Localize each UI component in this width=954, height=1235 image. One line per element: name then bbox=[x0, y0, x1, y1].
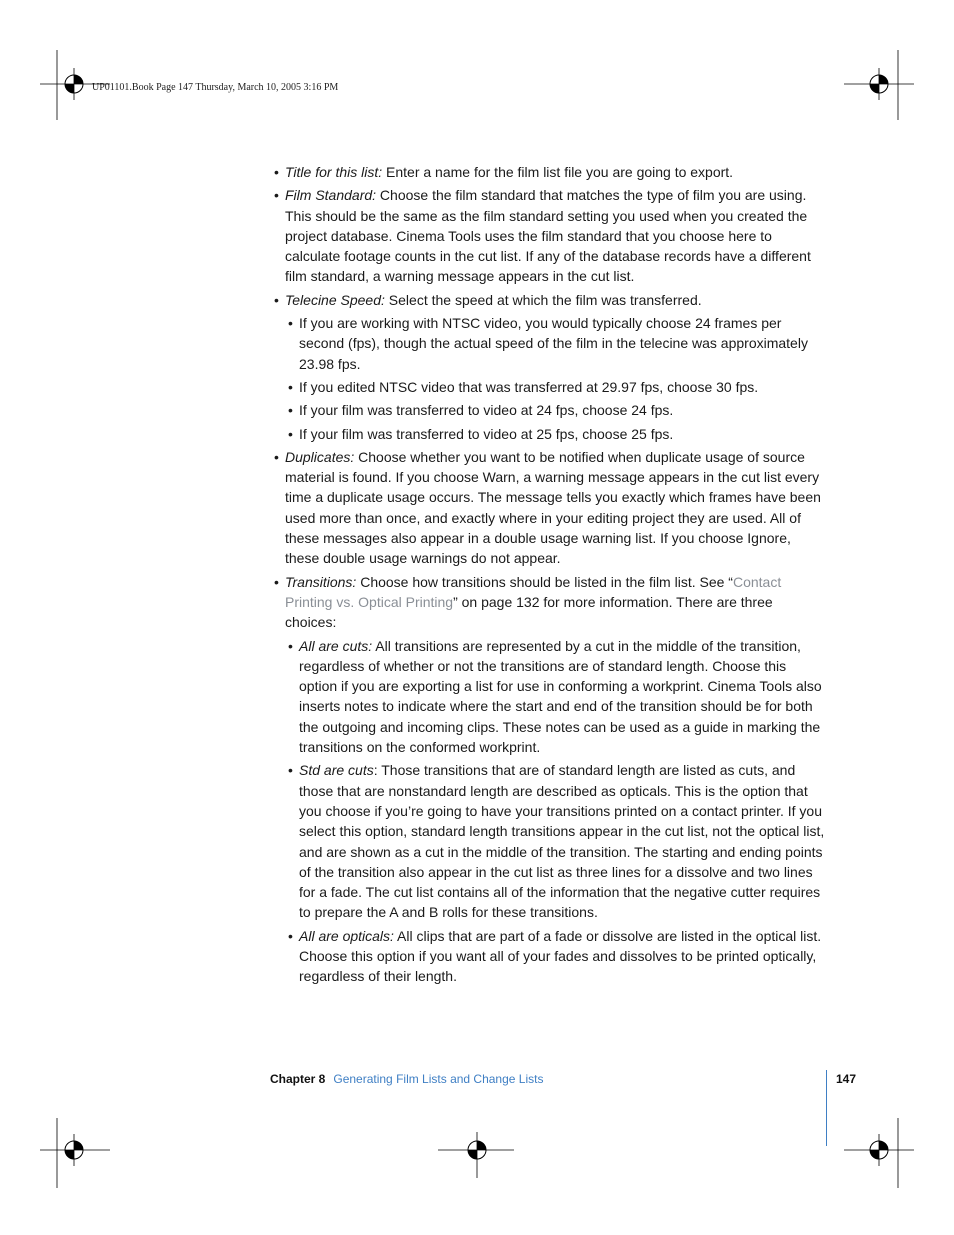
term-duplicates: Duplicates: bbox=[285, 448, 355, 465]
chapter-footer bbox=[270, 1072, 543, 1086]
description-transitions-end: ” on page 132 for more information. There are three choices: bbox=[285, 593, 773, 631]
description-film-standard: Choose the film standard that matches the type of film you are using. This should be the same as the film standard setting you used when you created the project database. Cinema Tools uses the film standard that you choose here to calculate footage counts in the cut list. If any of the database records have a different film standard, a warning message appears in the cut list. bbox=[285, 187, 811, 285]
footer-divider bbox=[826, 1070, 827, 1146]
cross-reference-link[interactable]: Contact Printing vs. Optical Printing bbox=[285, 573, 782, 610]
main-content bbox=[271, 162, 826, 990]
description-transitions-start: Choose how transitions should be listed in the film list. See “ bbox=[356, 573, 733, 590]
page-number: 147 bbox=[836, 1072, 857, 1086]
term-title-for-list: Title for this list: bbox=[285, 164, 383, 180]
sub-item-all-are-opticals bbox=[271, 926, 826, 987]
registration-mark-top-left bbox=[40, 50, 130, 120]
sub-item-all-are-cuts bbox=[271, 636, 826, 758]
registration-mark-bottom-center bbox=[438, 1118, 518, 1188]
sub-item-2997: • If you edited NTSC video that was transferred at 29.97 fps, choose 30 fps. bbox=[271, 377, 826, 397]
sub-item-25fps: • If your film was transferred to video at 25 fps, choose 25 fps. bbox=[271, 424, 826, 444]
description-std-are-cuts: : Those transitions that are of standard length are listed as cuts, and those that are nonstandard length are described as opticals. This is the option that you choose if you’re going to have your transitions printed on a contact printer. If you select this option, standard length transitions appear in the cut list, not the optical list, and are shown as a cut in the middle of the transition. The starting and ending points of the transition also appear in the cut list as three lines for a dissolve and two lines for a fade. The cut list contains all of the information that the negative cutter requires to prepare the A and B rolls for these transitions. bbox=[299, 762, 825, 921]
list-item-transitions bbox=[271, 572, 826, 633]
term-all-are-cuts: All are cuts: bbox=[299, 637, 373, 654]
registration-mark-bottom-left bbox=[40, 1118, 130, 1188]
description-all-are-opticals: All clips that are part of a fade or dissolve are listed in the optical list. Choose this option if you want all of your fades and dissolves to be printed optically, regardless of their length. bbox=[299, 927, 822, 985]
registration-mark-top-right bbox=[838, 50, 928, 120]
list-item-film-standard bbox=[271, 185, 826, 286]
sub-item-ntsc: • If you are working with NTSC video, you would typically choose 24 frames per second (fps), though the actual speed of the film in the telecine was approximately 23.98 fps. bbox=[271, 313, 826, 374]
registration-mark-bottom-right bbox=[838, 1118, 928, 1188]
chapter-label: Chapter 8 bbox=[270, 1072, 326, 1086]
term-std-are-cuts: Std are cuts bbox=[299, 762, 374, 779]
term-transitions: Transitions: bbox=[285, 573, 357, 590]
description-all-are-cuts: All transitions are represented by a cut in the middle of the transition, regardless of whether or not the transitions are of standard length. Choose this option if you are exporting a list for use in conforming a workprint. Cinema Tools also inserts notes to indicate where the start and end of the transition should be for both the outgoing and incoming clips. These notes can be used as a guide in marking the transitions on the conformed workprint. bbox=[299, 637, 822, 756]
term-telecine-speed: Telecine Speed: bbox=[285, 291, 385, 308]
list-item-telecine-speed bbox=[271, 290, 826, 310]
term-all-are-opticals: All are opticals: bbox=[299, 927, 394, 944]
list-item-title bbox=[271, 162, 826, 182]
description-telecine-speed: Select the speed at which the film was transferred. bbox=[384, 291, 702, 308]
list-item-duplicates bbox=[271, 447, 826, 569]
chapter-title[interactable]: Generating Film Lists and Change Lists bbox=[333, 1072, 544, 1086]
description-duplicates: Choose whether you want to be notified when duplicate usage of source material is found. If you choose Warn, a warning message appears in the cut list every time a duplicate usage occurs. The message tells you exactly which frames have been used more than once, and exactly where in your editing project they are used. All of these messages also appear in a double usage warning list. If you choose Ignore, these double usage warnings do not appear. bbox=[285, 448, 821, 567]
sub-item-std-are-cuts bbox=[271, 760, 826, 922]
term-film-standard: Film Standard: bbox=[285, 187, 377, 204]
description-title-for-list: Enter a name for the film list file you are going to export. bbox=[382, 164, 734, 180]
print-slug: UP01101.Book Page 147 Thursday, March 10, 2005 3:16 PM bbox=[92, 82, 339, 93]
sub-item-24fps: • If your film was transferred to video at 24 fps, choose 24 fps. bbox=[271, 400, 826, 420]
